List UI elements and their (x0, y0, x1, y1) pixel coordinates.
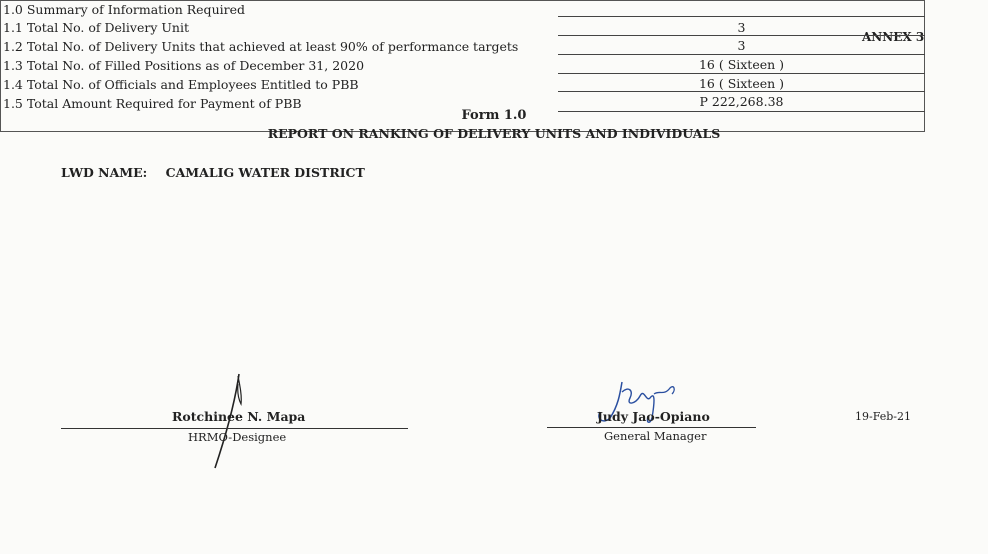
value-underline (558, 73, 925, 74)
row-label-1-4: 1.4 Total No. of Officials and Employees Entitled to PBB (3, 77, 359, 92)
form-number: Form 1.0 (461, 108, 527, 123)
value-underline (558, 54, 925, 55)
row-label-1-3: 1.3 Total No. of Filled Positions as of December 31, 2020 (3, 58, 365, 73)
value-underline (558, 91, 925, 92)
right-signatory-name: Judy Jao-Opiano (597, 409, 710, 424)
sign-date: 19-Feb-21 (855, 410, 912, 423)
left-signature-line (61, 428, 408, 429)
value-underline (558, 16, 925, 17)
row-value-1-2: 3 (737, 38, 746, 53)
row-label-1-2: 1.2 Total No. of Delivery Units that achieved at least 90% of performance targets (3, 39, 519, 54)
row-value-1-5: P 222,268.38 (699, 94, 784, 109)
lwd-name-label: LWD NAME: (61, 165, 148, 180)
row-value-1-4: 16 ( Sixteen ) (698, 76, 785, 91)
right-signatory-role: General Manager (604, 429, 707, 443)
value-underline (558, 111, 925, 112)
value-underline (558, 35, 925, 36)
annex-label: ANNEX 3 (862, 30, 925, 44)
left-signatory-role: HRMO-Designee (188, 430, 287, 444)
summary-heading: 1.0 Summary of Information Required (3, 2, 245, 17)
lwd-name-value: CAMALIG WATER DISTRICT (165, 165, 365, 180)
row-value-1-3: 16 ( Sixteen ) (698, 57, 785, 72)
row-value-1-1: 3 (737, 20, 746, 35)
row-label-1-1: 1.1 Total No. of Delivery Unit (3, 20, 189, 35)
report-title: REPORT ON RANKING OF DELIVERY UNITS AND INDIVIDUALS (267, 126, 721, 141)
row-label-1-5: 1.5 Total Amount Required for Payment of PBB (3, 96, 302, 111)
left-signatory-name: Rotchinee N. Mapa (172, 409, 306, 424)
right-signature-line (547, 427, 756, 428)
lwd-name-line (61, 165, 365, 180)
